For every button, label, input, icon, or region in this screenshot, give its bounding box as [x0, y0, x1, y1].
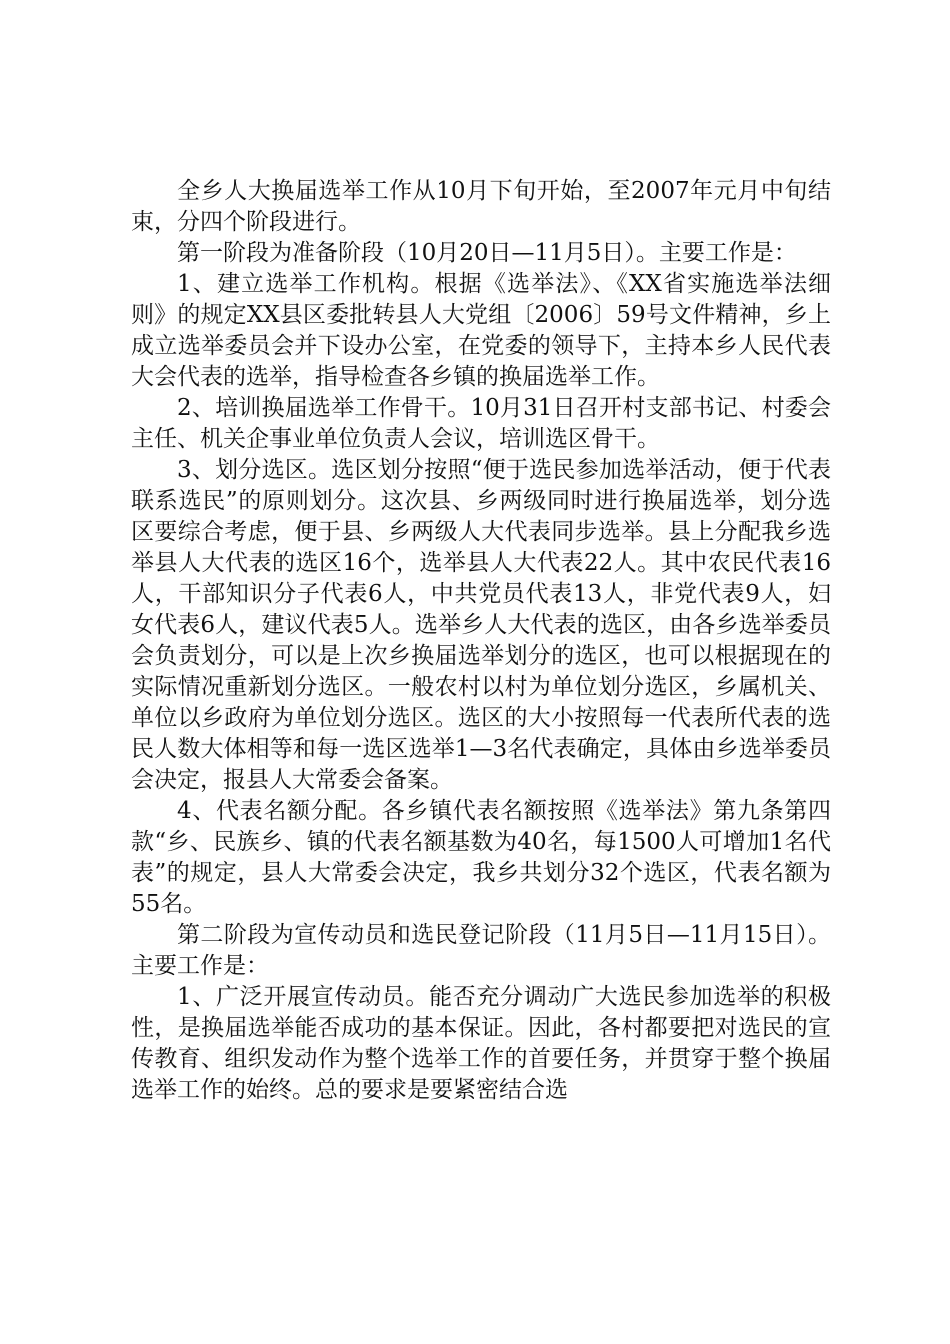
- paragraph-intro: 全乡人大换届选举工作从10月下旬开始，至2007年元月中旬结束，分四个阶段进行。: [131, 178, 831, 235]
- paragraph-item-1-organization: 1、建立选举工作机构。根据《选举法》、《XX省实施选举法细则》的规定XX县区委批转县人大党组〔2006〕59号文件精神，乡上成立选举委员会并下设办公室，在党委的领导下，主持本乡人民代表大会代表的选举，指导检查各乡镇的换届选举工作。: [131, 271, 831, 390]
- paragraph-stage-one-heading: 第一阶段为准备阶段（10月20日—11月5日）。主要工作是：: [177, 240, 797, 266]
- paragraph-item-4-quota: 4、代表名额分配。各乡镇代表名额按照《选举法》第九条第四款“乡、民族乡、镇的代表名额基数为40名，每1500人可增加1名代表”的规定，县人大常委会决定，我乡共划分32个选区，代表名额为55名。: [131, 798, 831, 917]
- paragraph-item-3-districts: 3、划分选区。选区划分按照“便于选民参加选举活动，便于代表联系选民”的原则划分。这次县、乡两级同时进行换届选举，划分选区要综合考虑，便于县、乡两级人大代表同步选举。县上分配我乡选举县人大代表的选区16个，选举县人大代表22人。其中农民代表16人，干部知识分子代表6人，中共党员代表13人，非党代表9人，妇女代表6人，建议代表5人。选举乡人大代表的选区，由各乡选举委员会负责划分，可以是上次乡换届选举划分的选区，也可以根据现在的实际情况重新划分选区。一般农村以村为单位划分选区，乡属机关、单位以乡政府为单位划分选区。选区的大小按照每一代表所代表的选民人数大体相等和每一选区选举1—3名代表确定，具体由乡选举委员会决定，报县人大常委会备案。: [131, 457, 831, 793]
- document-body: [131, 176, 831, 1106]
- paragraph-stage-two-item-1: 1、广泛开展宣传动员。能否充分调动广大选民参加选举的积极性，是换届选举能否成功的基本保证。因此，各村都要把对选民的宣传教育、组织发动作为整个选举工作的首要任务，并贯穿于整个换届选举工作的始终。总的要求是要紧密结合选: [131, 984, 831, 1103]
- paragraph-stage-two-heading: 第二阶段为宣传动员和选民登记阶段（11月5日—11月15日）。主要工作是：: [131, 922, 831, 979]
- paragraph-item-2-training: 2、培训换届选举工作骨干。10月31日召开村支部书记、村委会主任、机关企事业单位负责人会议，培训选区骨干。: [131, 395, 831, 452]
